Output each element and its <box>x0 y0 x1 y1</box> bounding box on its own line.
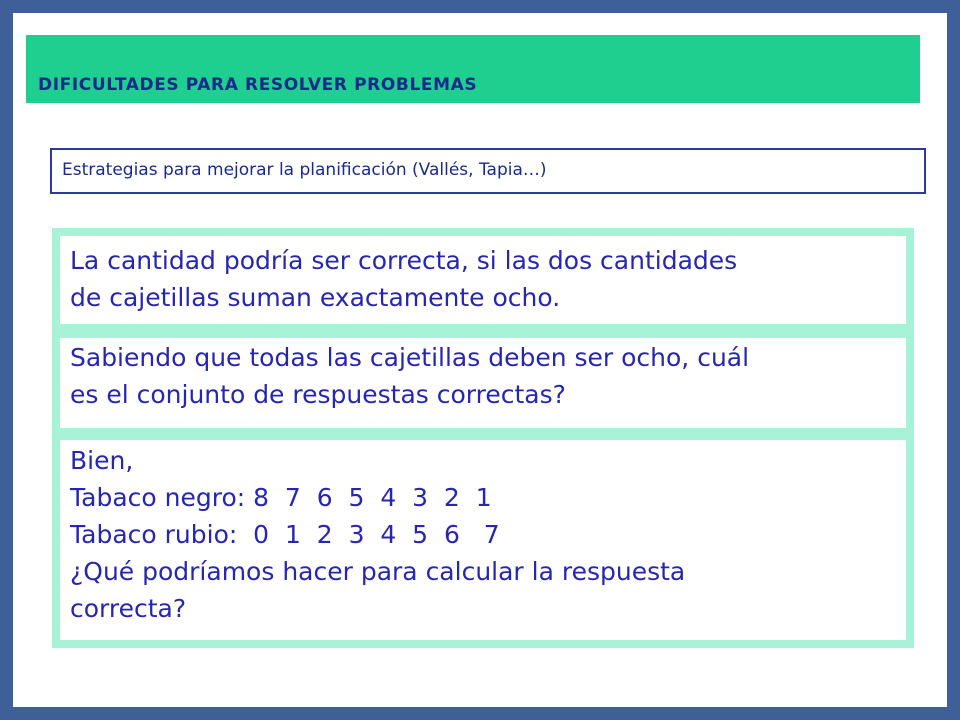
text-line: Bien, <box>70 446 134 475</box>
header-bar <box>26 35 920 103</box>
text-box-1 <box>52 228 914 330</box>
text-box-3-inner <box>60 440 906 640</box>
text-line: La cantidad podría ser correcta, si las dos cantidades <box>70 246 738 275</box>
subtitle-text: Estrategias para mejorar la planificación (Vallés, Tapia…) <box>62 160 547 180</box>
header-title: DIFICULTADES PARA RESOLVER PROBLEMAS <box>38 75 478 95</box>
text-line: Tabaco rubio: 0 1 2 3 4 5 6 7 <box>70 520 500 549</box>
text-line: de cajetillas suman exactamente ocho. <box>70 283 561 312</box>
text-box-1-content <box>70 242 900 316</box>
text-box-2 <box>52 330 914 434</box>
text-box-3-content <box>70 442 900 627</box>
text-line: correcta? <box>70 594 187 623</box>
subtitle-box <box>50 148 926 194</box>
text-line: Sabiendo que todas las cajetillas deben ser ocho, cuál <box>70 343 750 372</box>
text-box-2-content <box>70 339 900 413</box>
text-line: Tabaco negro: 8 7 6 5 4 3 2 1 <box>70 483 492 512</box>
text-line: es el conjunto de respuestas correctas? <box>70 380 566 409</box>
text-box-2-inner <box>60 338 906 428</box>
text-box-3 <box>52 434 914 648</box>
text-line: ¿Qué podríamos hacer para calcular la respuesta <box>70 557 686 586</box>
text-box-1-inner <box>60 236 906 324</box>
